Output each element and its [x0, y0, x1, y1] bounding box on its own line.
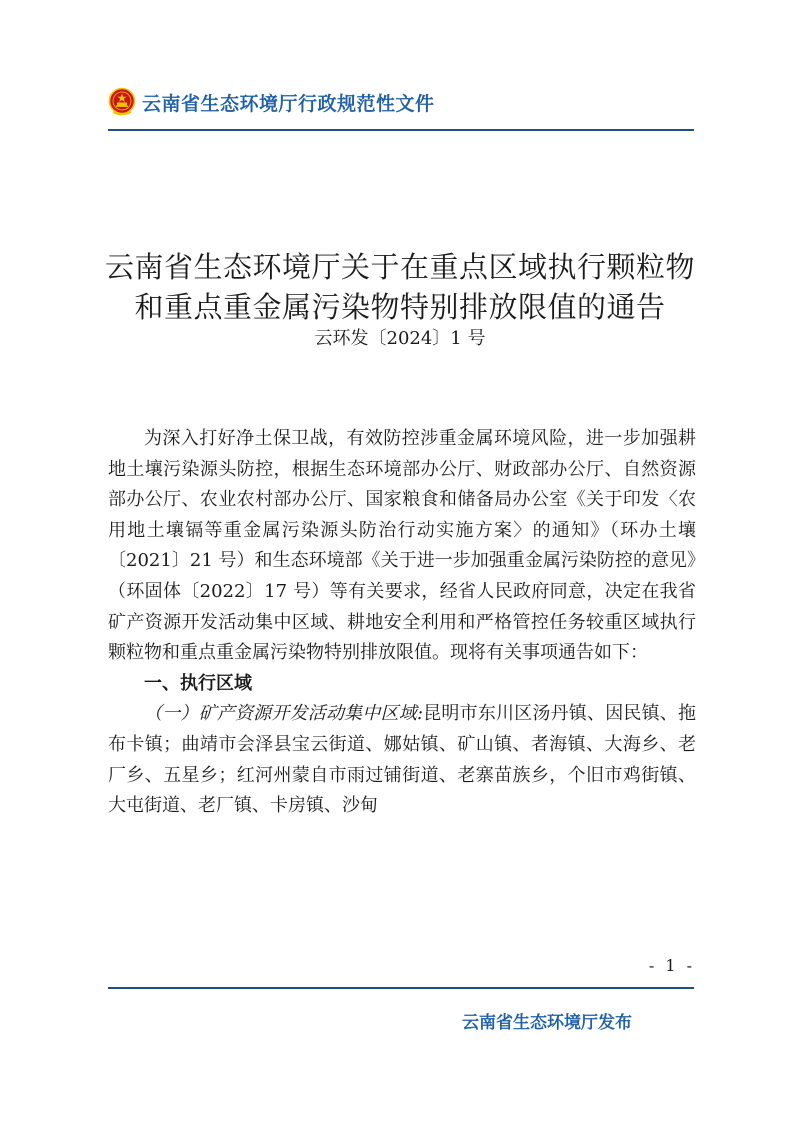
- document-title-line-2: 和重点重金属污染物特别排放限值的通告: [134, 290, 666, 324]
- subsection-label: （一）矿产资源开发活动集中区域:: [144, 703, 424, 725]
- footer-divider: [108, 987, 694, 989]
- intro-paragraph: 为深入打好净土保卫战，有效防控涉重金属环境风险，进一步加强耕地土壤污染源头防控，根据生态环境部办公厅、财政部办公厅、自然资源部办公厅、农业农村部办公厅、国家粮食和储备局办公室《关于印发〈农用地土壤镉等重金属污染源头防治行动实施方案〉的通知》（环办土壤〔2021〕21 号）和生态环境部《关于进一步加强重金属污染防控的意见》（环固体〔2022〕17 号）等有关要求，经省人民政府同意，决定在我省矿产资源开发活动集中区域、耕地安全利用和严格管控任务较重区域执行颗粒物和重点重金属污染物特别排放限值。现将有关事项通告如下：: [108, 428, 696, 664]
- national-emblem-icon: [108, 87, 136, 117]
- document-title-line-1: 云南省生态环境厅关于在重点区域执行颗粒物: [104, 250, 695, 284]
- document-number: 云环发〔2024〕1 号: [314, 328, 486, 349]
- section-heading: 一、执行区域: [144, 672, 252, 694]
- header-divider: [108, 129, 694, 131]
- subsection-text: 昆明市东川区汤丹镇、因民镇、拖布卡镇；曲靖市会泽县宝云街道、娜姑镇、矿山镇、者海镇、大海乡、老厂乡、五星乡；红河州蒙自市雨过铺街道、老寨苗族乡，个旧市鸡街镇、大屯街道、老厂镇、卡房镇、沙甸: [108, 703, 696, 817]
- footer-publisher: 云南省生态环境厅发布: [462, 1013, 632, 1033]
- subsection-paragraph: [108, 699, 696, 821]
- document-header: [108, 86, 435, 118]
- header-title: 云南省生态环境厅行政规范性文件: [142, 92, 435, 115]
- page-number: - 1 -: [648, 956, 695, 975]
- document-title: [100, 247, 700, 327]
- document-body: [108, 424, 696, 822]
